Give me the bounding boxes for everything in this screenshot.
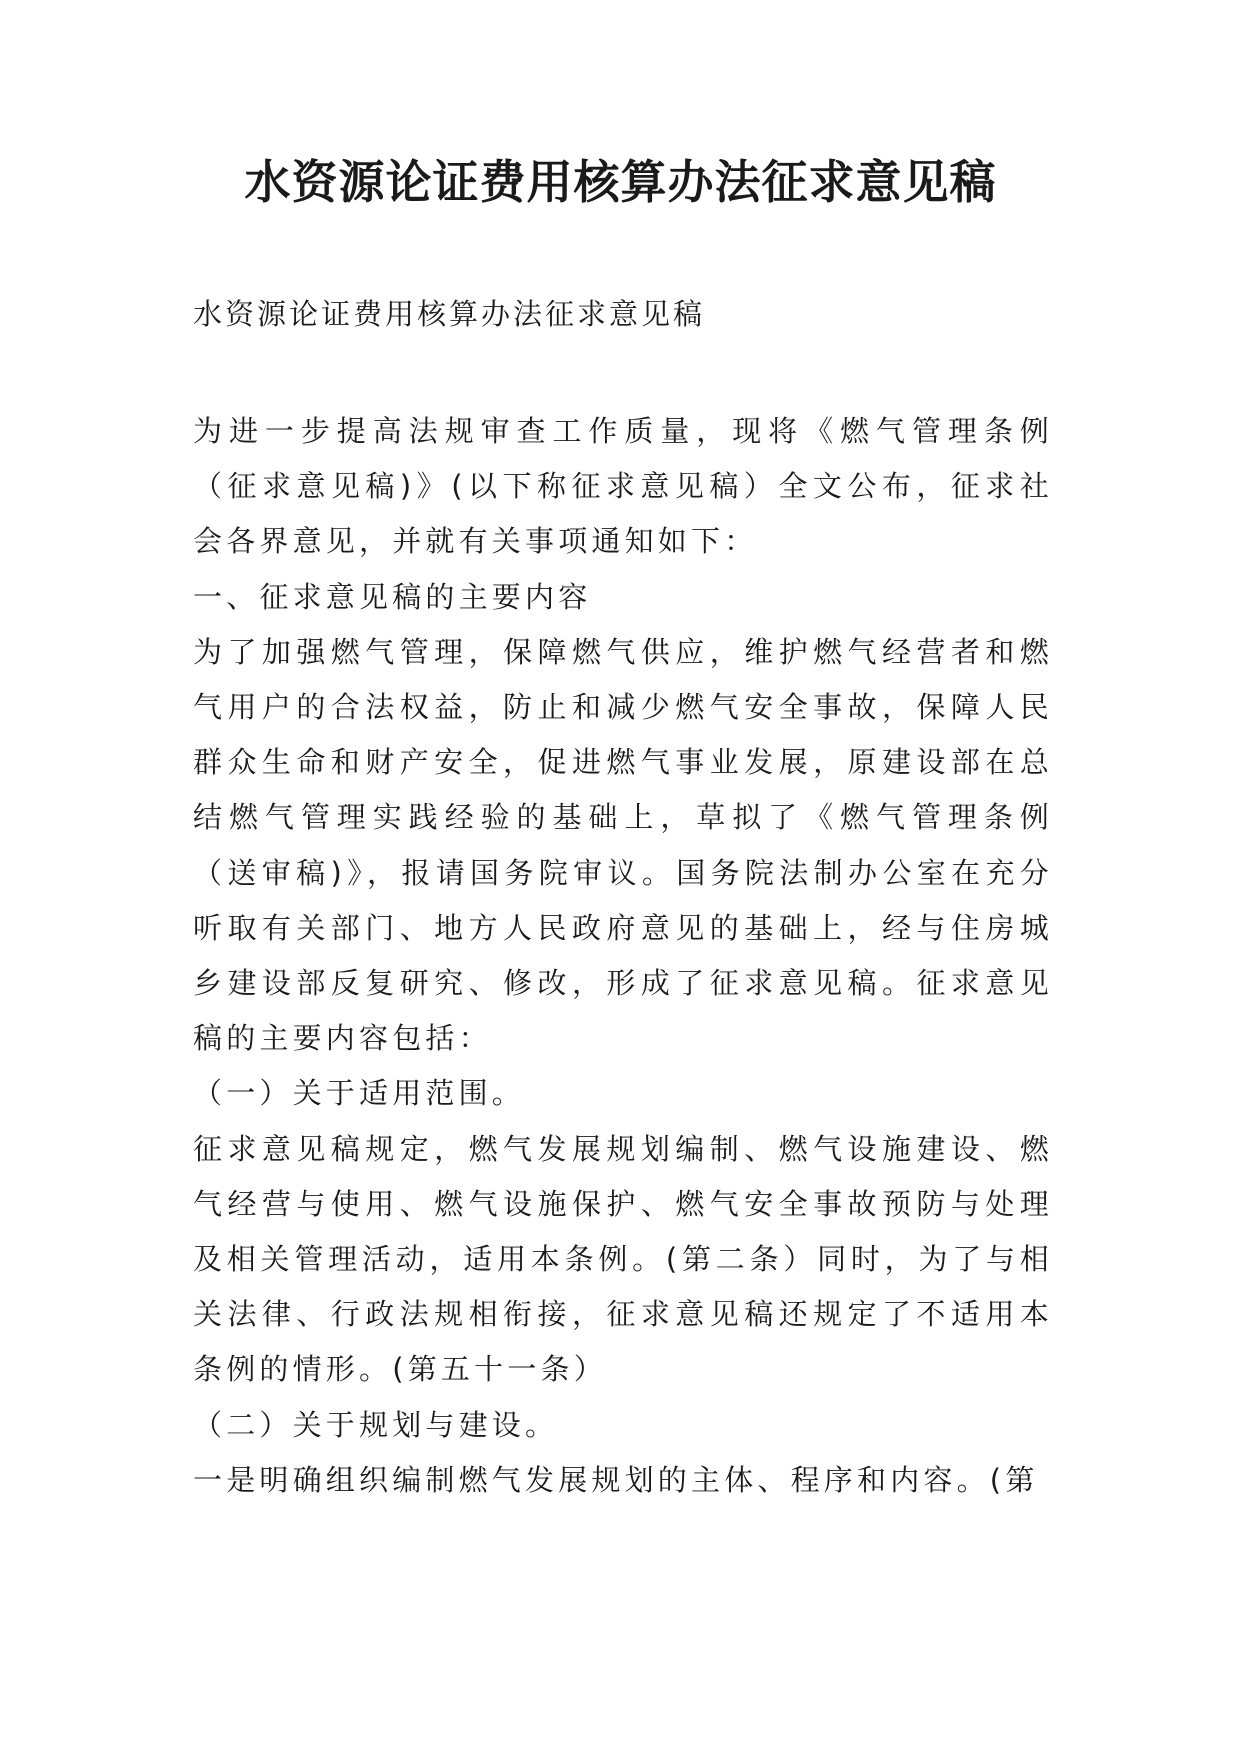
intro-paragraph: 为进一步提高法规审查工作质量，现将《燃气管理条例（征求意见稿)》(以下称征求意见稿）全文公布，征求社会各界意见，并就有关事项通知如下：: [193, 414, 1053, 559]
planning-paragraph: 一是明确组织编制燃气发展规划的主体、程序和内容。(第: [193, 1462, 1039, 1497]
background-paragraph: 为了加强燃气管理，保障燃气供应，维护燃气经营者和燃气用户的合法权益，防止和减少燃气安全事故，保障人民群众生命和财产安全，促进燃气事业发展，原建设部在总结燃气管理实践经验的基础上，草拟了《燃气管理条例（送审稿)》，报请国务院审议。国务院法制办公室在充分听取有关部门、地方人民政府意见的基础上，经与住房城乡建设部反复研究、修改，形成了征求意见稿。征求意见稿的主要内容包括：: [193, 634, 1053, 1056]
document-title: 水资源论证费用核算办法征求意见稿: [244, 155, 997, 209]
section-heading-main-content: 一、征求意见稿的主要内容: [193, 579, 592, 614]
subsection-heading-scope: （一）关于适用范围。: [193, 1076, 526, 1111]
document-body: [193, 404, 1053, 1508]
scope-paragraph: 征求意见稿规定，燃气发展规划编制、燃气设施建设、燃气经营与使用、燃气设施保护、燃气安全事故预防与处理及相关管理活动，适用本条例。(第二条）同时，为了与相关法律、行政法规相衔接，征求意见稿还规定了不适用本条例的情形。(第五十一条）: [193, 1131, 1053, 1387]
document-subtitle: 水资源论证费用核算办法征求意见稿: [193, 297, 706, 331]
subsection-heading-planning: （二）关于规划与建设。: [193, 1407, 559, 1442]
